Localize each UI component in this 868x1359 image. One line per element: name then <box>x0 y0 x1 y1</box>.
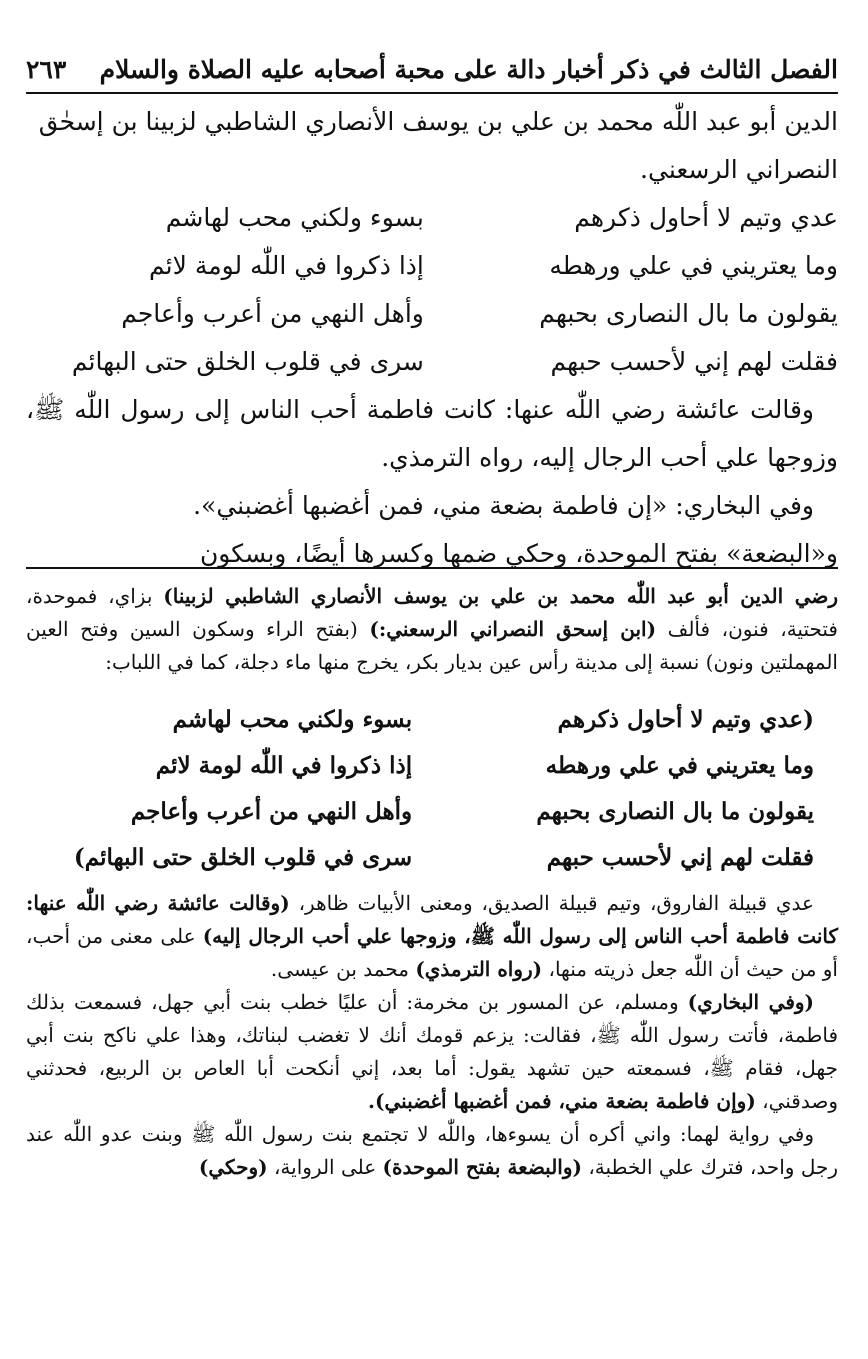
text: عدي قبيلة الفاروق، وتيم قبيلة الصديق، ومعنى الأبيات ظاهر، <box>289 891 814 915</box>
verse <box>26 290 838 338</box>
text: على معنى من أحب، أو من حيث أن اللّٰه جعل ذريته منها، <box>26 924 838 981</box>
bold-text: رضي الدين أبو عبد اللّٰه محمد بن علي بن يوسف الأنصاري الشاطبي لزبينا) <box>163 584 838 608</box>
intro-line: الدين أبو عبد اللّٰه محمد بن علي بن يوسف الأنصاري الشاطبي لزبينا بن إسحٰق <box>38 107 838 136</box>
bold-text: (وإن فاطمة بضعة مني، فمن أغضبها أغضبني). <box>368 1089 756 1113</box>
text: وفي رواية لهما: واني أكره أن يسوءها، واللّٰه لا تجتمع بنت رسول اللّٰه ﷺ وبنت عدو اللّٰه عند رجل واحد، فترك علي الخطبة، <box>26 1122 838 1179</box>
intro-line: النصراني الرسعني. <box>640 155 838 184</box>
verse-first-half: فقلت لهم إني لأحسب حبهم <box>550 347 838 376</box>
bold-text: (رواه الترمذي) <box>415 957 543 981</box>
page-number: ٢٦٣ <box>26 54 67 84</box>
bukhari-paragraph: وفي البخاري: «إن فاطمة بضعة مني، فمن أغضبها أغضبني». <box>193 491 814 520</box>
chapter-title: الفصل الثالث في ذكر أخبار دالة على محبة أصحابه عليه الصلاة والسلام <box>99 54 838 84</box>
verse-second-half: سرى في قلوب الخلق حتى البهائم) <box>73 844 413 871</box>
text: محمد بن عيسى. <box>270 957 416 981</box>
verse-first-half: فقلت لهم إني لأحسب حبهم <box>546 844 814 871</box>
verse <box>26 835 814 881</box>
verse-first-half: يقولون ما بال النصارى بحبهم <box>536 798 814 825</box>
verse-first-half: يقولون ما بال النصارى بحبهم <box>539 299 838 328</box>
commentary-paragraph <box>26 580 838 679</box>
verse-first-half: (عدي وتيم لا أحاول ذكرهم <box>557 706 814 733</box>
commentary <box>26 580 838 1184</box>
verse-second-half: إذا ذكروا في اللّٰه لومة لائم <box>149 251 424 280</box>
text: على الرواية، <box>267 1155 383 1179</box>
book-page <box>26 0 838 1359</box>
commentary-rule <box>26 567 838 569</box>
verse-first-half: عدي وتيم لا أحاول ذكرهم <box>574 203 838 232</box>
text: بزاي، فموحدة، فتحتية، فنون، فألف <box>26 584 838 641</box>
text: (بفتح الراء وسكون السين وفتح العين المهملتين ونون) نسبة إلى مدينة رأس عين بديار بكر، يخرج منها ماء دجلة، كما في اللباب: <box>26 617 838 674</box>
commentary-paragraph <box>26 986 838 1118</box>
verse-second-half: وأهل النهي من أعرب وأعاجم <box>130 798 413 825</box>
verse-first-half: وما يعتريني في علي ورهطه <box>549 251 838 280</box>
commentary-paragraph <box>26 887 838 986</box>
verse-first-half: وما يعتريني في علي ورهطه <box>545 752 814 779</box>
verse-second-half: وأهل النهي من أعرب وأعاجم <box>121 299 424 328</box>
verse <box>26 697 814 743</box>
verse-second-half: إذا ذكروا في اللّٰه لومة لائم <box>155 752 413 779</box>
running-header <box>26 44 838 94</box>
bidaa-paragraph: و«البضعة» بفتح الموحدة، وحكي ضمها وكسرها أيضًا، وبسكون <box>199 539 838 568</box>
bold-text: (ابن إسحق النصراني الرسعني:) <box>369 617 657 641</box>
bold-text: (وقالت عائشة رضي اللّٰه عنها: كانت فاطمة أحب الناس إلى رسول اللّٰه ﷺ، وزوجها علي أحب الرجال إليه) <box>26 891 839 948</box>
verse <box>26 743 814 789</box>
verse-second-half: سرى في قلوب الخلق حتى البهائم <box>71 347 424 376</box>
aisha-paragraph: وقالت عائشة رضي اللّٰه عنها: كانت فاطمة أحب الناس إلى رسول اللّٰه ﷺ، وزوجها علي أحب الرجال إليه، رواه الترمذي. <box>26 395 838 472</box>
text: ومسلم، عن المسور بن مخرمة: أن عليًا خطب بنت أبي جهل، فسمعت بذلك فاطمة، فأتت رسول اللّٰه ﷺ، فقالت: يزعم قومك أنك لا تغضب لبناتك، وهذا علي ناكح بنت أبي جهل، فقام ﷺ، فسمعته حين تشهد يقول: أما بعد، إني أنكحت أبا العاص بن الربيع، فحدثني وصدقني، <box>26 990 838 1113</box>
commentary-paragraph <box>26 1118 838 1184</box>
verse-second-half: بسوء ولكني محب لهاشم <box>165 203 424 232</box>
verse <box>26 338 838 386</box>
verse <box>26 194 838 242</box>
verse <box>26 789 814 835</box>
verse-second-half: بسوء ولكني محب لهاشم <box>172 706 413 733</box>
main-text <box>26 98 838 578</box>
header-rule <box>26 92 838 94</box>
bold-text: (والبضعة بفتح الموحدة) <box>382 1155 582 1179</box>
bold-text: (وحكي) <box>198 1155 268 1179</box>
commentary-verses <box>26 697 814 881</box>
bold-text: (وفي البخاري) <box>687 990 814 1014</box>
verse <box>26 242 838 290</box>
